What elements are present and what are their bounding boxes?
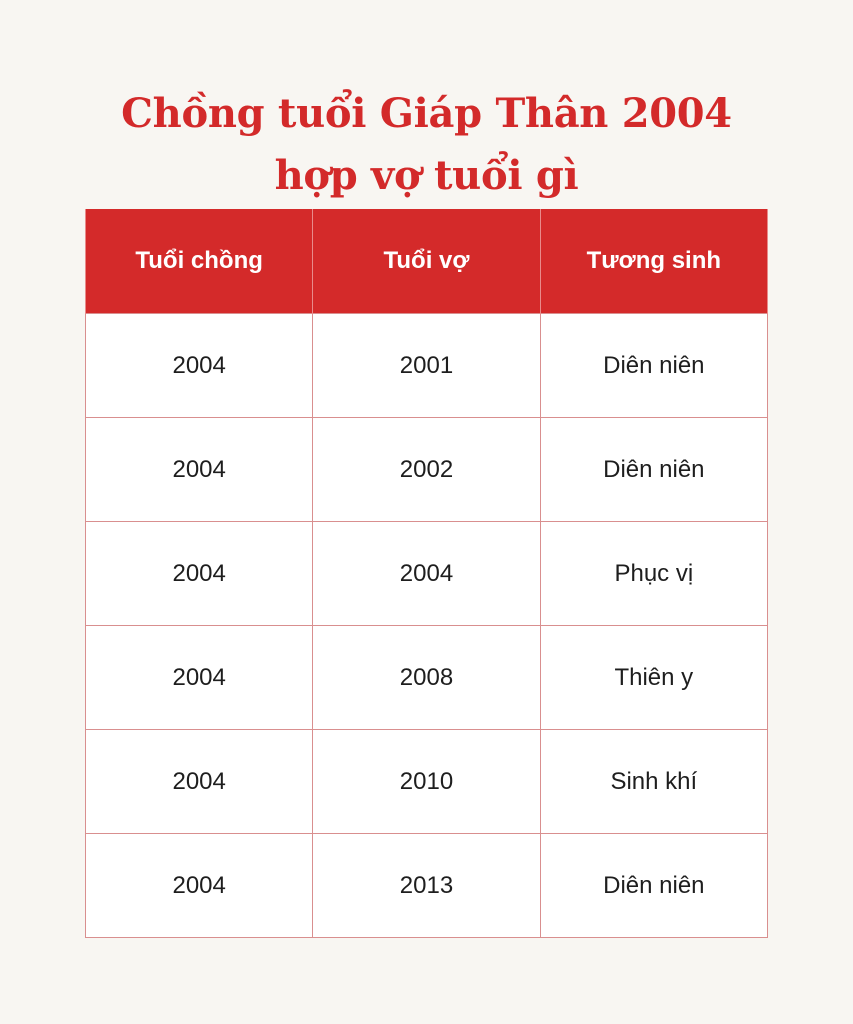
page-title <box>0 83 853 207</box>
cell-husband-age: 2004 <box>86 730 313 834</box>
table-row <box>86 626 768 730</box>
cell-compatibility: Phục vị <box>540 522 767 626</box>
cell-wife-age: 2001 <box>313 314 540 418</box>
title-line-1: Chồng tuổi Giáp Thân 2004 <box>121 89 732 137</box>
cell-wife-age: 2004 <box>313 522 540 626</box>
table-row <box>86 418 768 522</box>
cell-wife-age: 2008 <box>313 626 540 730</box>
cell-compatibility: Diên niên <box>540 834 767 938</box>
header-compatibility: Tương sinh <box>540 209 767 314</box>
cell-husband-age: 2004 <box>86 314 313 418</box>
cell-wife-age: 2002 <box>313 418 540 522</box>
cell-husband-age: 2004 <box>86 834 313 938</box>
table-row <box>86 834 768 938</box>
header-husband-age: Tuổi chồng <box>86 209 313 314</box>
compatibility-table <box>85 209 768 938</box>
cell-compatibility: Diên niên <box>540 314 767 418</box>
cell-husband-age: 2004 <box>86 522 313 626</box>
cell-husband-age: 2004 <box>86 418 313 522</box>
cell-compatibility: Diên niên <box>540 418 767 522</box>
table-row <box>86 522 768 626</box>
cell-compatibility: Sinh khí <box>540 730 767 834</box>
title-line-2: hợp vợ tuổi gì <box>274 151 579 199</box>
cell-wife-age: 2010 <box>313 730 540 834</box>
cell-compatibility: Thiên y <box>540 626 767 730</box>
cell-husband-age: 2004 <box>86 626 313 730</box>
table-row <box>86 730 768 834</box>
table-row <box>86 314 768 418</box>
cell-wife-age: 2013 <box>313 834 540 938</box>
header-wife-age: Tuổi vợ <box>313 209 540 314</box>
table-header-row <box>86 209 768 314</box>
